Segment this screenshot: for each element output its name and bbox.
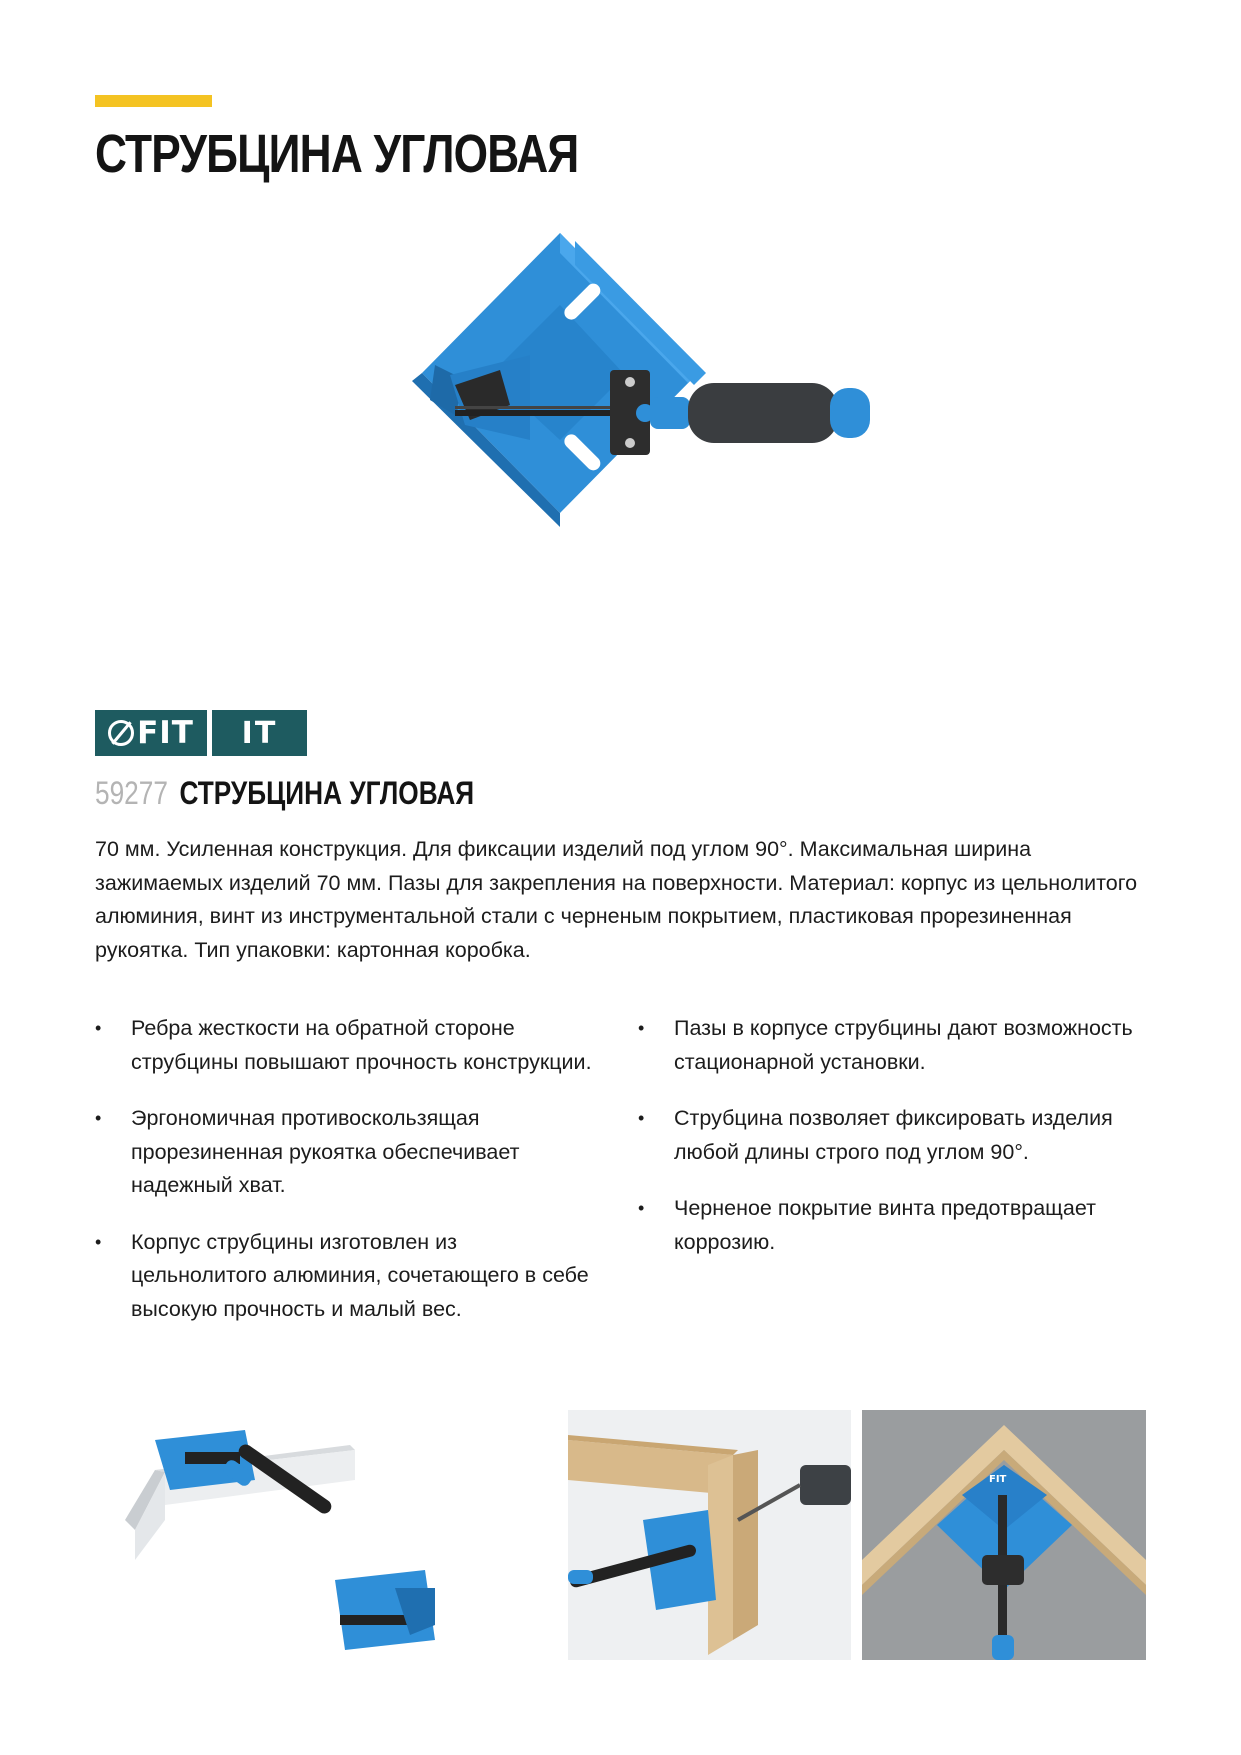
features-list-right — [638, 1012, 1158, 1282]
feature-item: • Струбцина позволяет фиксировать изделия любой длины строго под углом 90°. — [638, 1102, 1158, 1169]
gallery-photo-aluminum-profile — [95, 1410, 525, 1660]
brand-badges — [95, 710, 307, 756]
gallery-brand-mark: FIT — [989, 1474, 1007, 1485]
brand-badge — [95, 710, 207, 756]
page-title: СТРУБЦИНА УГЛОВАЯ — [95, 124, 579, 184]
hero-brand-mark: FIT — [398, 358, 414, 383]
feature-item: • Ребра жесткости на обратной стороне струбцины повышают прочность конструкции. — [95, 1012, 595, 1079]
product-name: СТРУБЦИНА УГЛОВАЯ — [179, 775, 475, 811]
feature-item: • Эргономичная противоскользящая прорезиненная рукоятка обеспечивает надежный хват. — [95, 1102, 595, 1203]
feature-item: • Черненое покрытие винта предотвращает коррозию. — [638, 1192, 1158, 1259]
features-list-left — [95, 1012, 595, 1349]
title-accent-bar — [95, 95, 212, 107]
gallery-photo-frame-corner — [862, 1410, 1146, 1660]
product-line-label: IT — [241, 715, 278, 751]
product-line-badge — [212, 710, 307, 756]
hero-product-image — [370, 225, 975, 685]
fit-logo-icon — [108, 720, 134, 746]
product-description: 70 мм. Усиленная конструкция. Для фиксации изделий под углом 90°. Максимальная ширина зажимаемых изделий 70 мм. Пазы для закрепления на поверхности. Материал: корпус из цельнолитого алюминия, винт из инструментальной стали с черненым покрытием, пластиковая прорезиненная рукоятка. Тип упаковки: картонная коробка. — [95, 837, 1138, 962]
feature-item: • Пазы в корпусе струбцины дают возможность стационарной установки. — [638, 1012, 1158, 1079]
product-heading — [95, 775, 474, 812]
gallery-photo-drilling — [568, 1410, 851, 1660]
brand-badge-label: FIT — [137, 715, 194, 751]
product-sku: 59277 — [95, 775, 168, 811]
feature-item: • Корпус струбцины изготовлен из цельнолитого алюминия, сочетающего в себе высокую прочность и малый вес. — [95, 1226, 595, 1327]
